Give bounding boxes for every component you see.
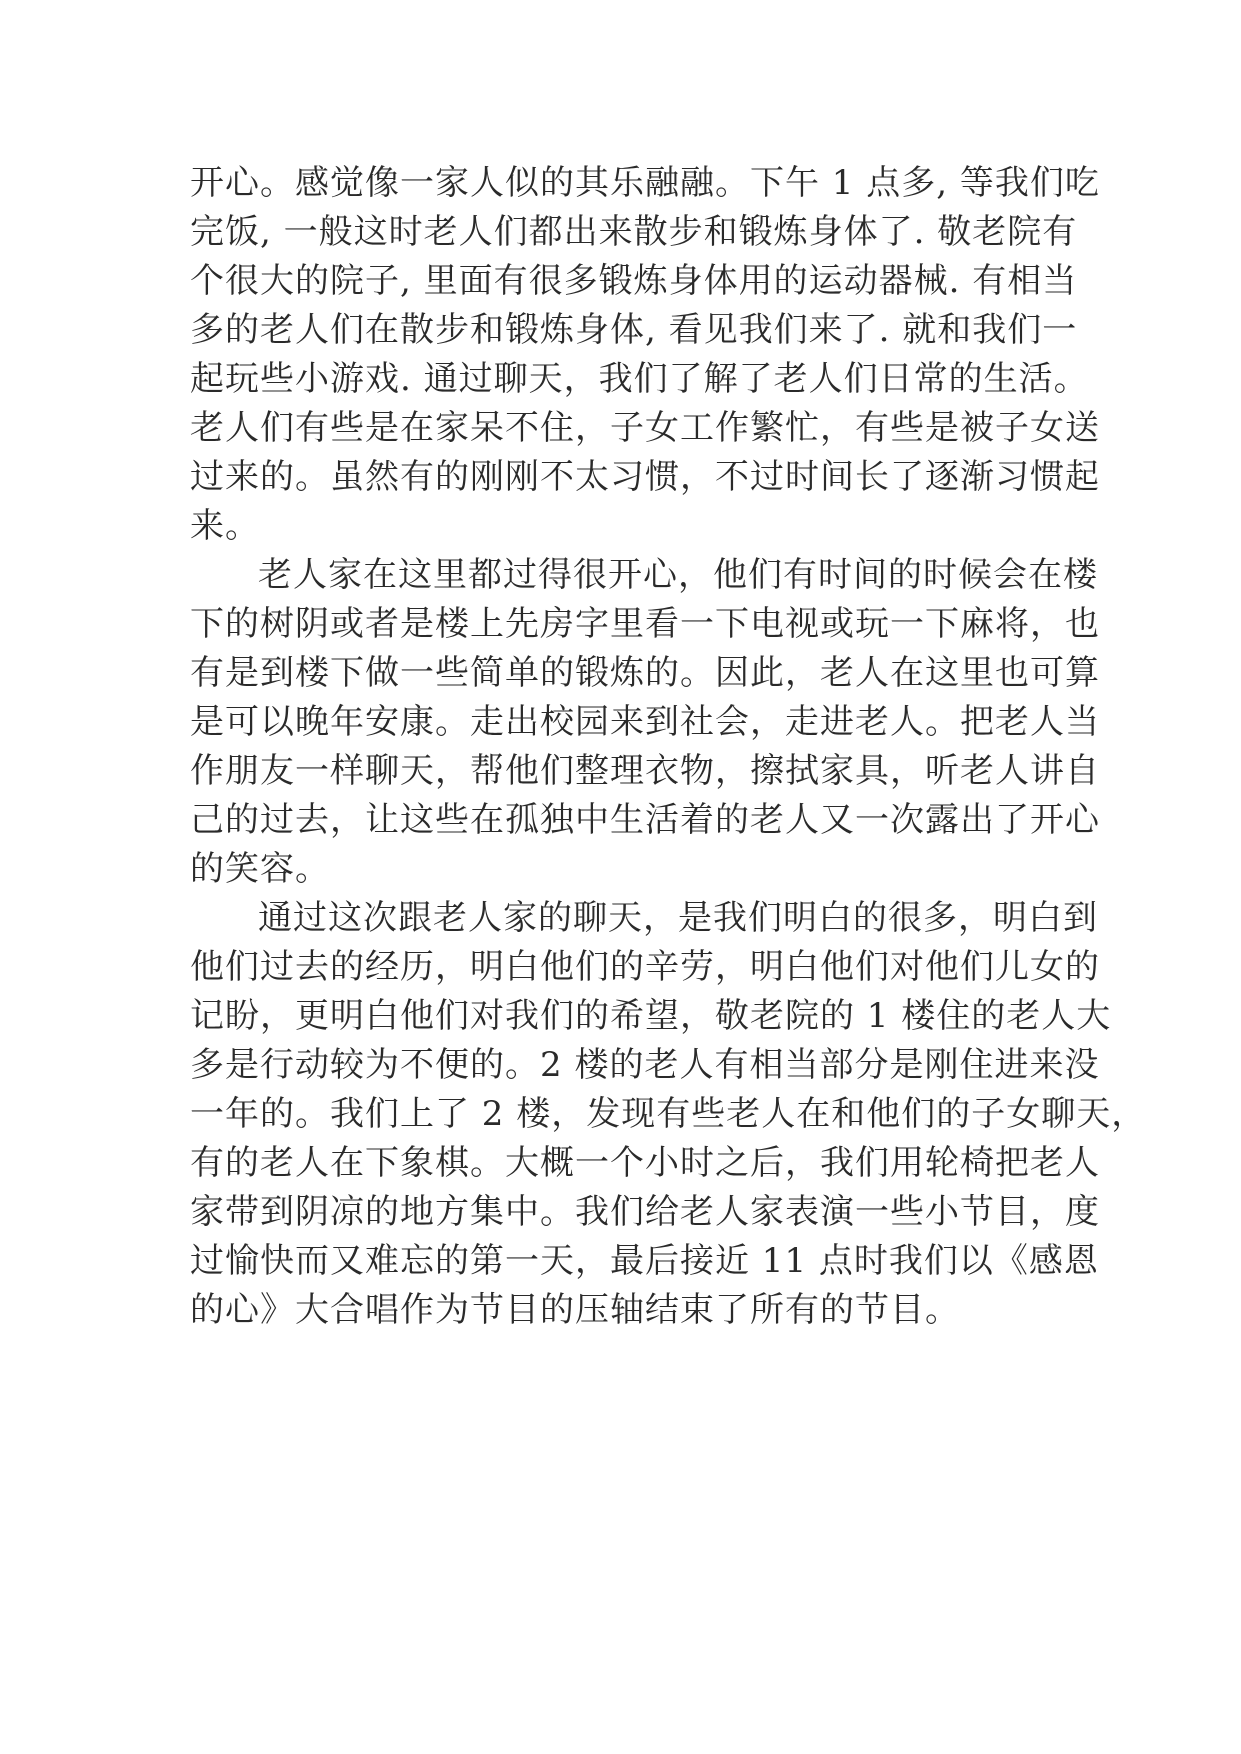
text-line: 下的树阴或者是楼上先房字里看一下电视或玩一下麻将，也: [190, 604, 1100, 644]
text-line: 有是到楼下做一些简单的锻炼的。因此，老人在这里也可算: [190, 653, 1100, 693]
text-line: 家带到阴凉的地方集中。我们给老人家表演一些小节目，度: [190, 1192, 1100, 1232]
text-line: 过愉快而又难忘的第一天，最后接近 11 点时我们以《感恩: [190, 1241, 1099, 1281]
text-line: 起玩些小游戏. 通过聊天，我们了解了老人们日常的生活。: [190, 359, 1089, 399]
text-line: 的心》大合唱作为节目的压轴结束了所有的节目。: [190, 1290, 960, 1330]
text-line: 记盼，更明白他们对我们的希望，敬老院的 1 楼住的老人大: [190, 996, 1112, 1036]
text-line: 多是行动较为不便的。2 楼的老人有相当部分是刚住进来没: [190, 1045, 1100, 1085]
text-line: 完饭, 一般这时老人们都出来散步和锻炼身体了. 敬老院有: [190, 212, 1078, 252]
paragraph-1: [190, 159, 1100, 551]
text-line: 开心。感觉像一家人似的其乐融融。下午 1 点多, 等我们吃: [190, 163, 1100, 203]
text-line: 通过这次跟老人家的聊天，是我们明白的很多，明白到: [258, 898, 1098, 938]
text-line: 多的老人们在散步和锻炼身体, 看见我们来了. 就和我们一: [190, 310, 1078, 350]
text-line: 来。: [190, 506, 260, 546]
paragraph-2: [190, 551, 1100, 894]
text-line: 的笑容。: [190, 849, 330, 889]
text-line: 一年的。我们上了 2 楼，发现有些老人在和他们的子女聊天，: [190, 1094, 1147, 1134]
paragraph-3: [190, 894, 1147, 1335]
text-line: 老人们有些是在家呆不住，子女工作繁忙，有些是被子女送: [190, 408, 1100, 448]
text-line: 作朋友一样聊天，帮他们整理衣物，擦拭家具，听老人讲自: [190, 751, 1100, 791]
text-line: 己的过去，让这些在孤独中生活着的老人又一次露出了开心: [190, 800, 1100, 840]
text-line: 他们过去的经历，明白他们的辛劳，明白他们对他们儿女的: [190, 947, 1100, 987]
text-line: 是可以晚年安康。走出校园来到社会，走进老人。把老人当: [190, 702, 1100, 742]
document-body: [190, 159, 1147, 1335]
text-line: 过来的。虽然有的刚刚不太习惯，不过时间长了逐渐习惯起: [190, 457, 1100, 497]
text-line: 老人家在这里都过得很开心，他们有时间的时候会在楼: [258, 555, 1098, 595]
text-line: 有的老人在下象棋。大概一个小时之后，我们用轮椅把老人: [190, 1143, 1100, 1183]
text-line: 个很大的院子, 里面有很多锻炼身体用的运动器械. 有相当: [190, 261, 1078, 301]
